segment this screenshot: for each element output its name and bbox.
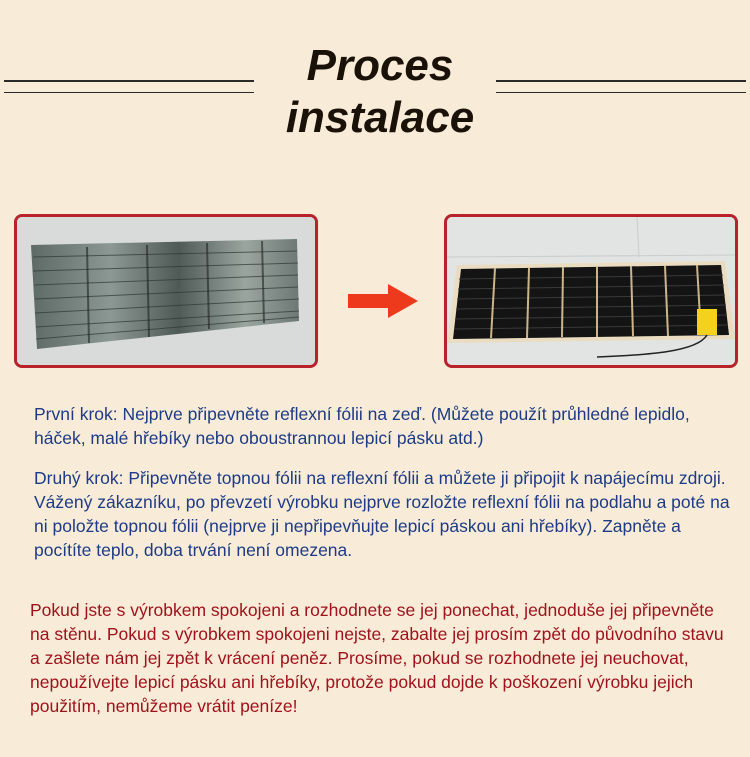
right-rule-bottom: [496, 92, 746, 93]
heating-film-image: [447, 217, 735, 365]
step-2-text: Druhý krok: Připevněte topnou fólii na reflexní fólii a můžete ji připojit k napájecímu zdroji. Vážený zákazníku, po převzetí výrobku nejprve rozložte reflexní fólii na podlahu a poté na ni položte topnou fólii (nejprve ji nepřipevňujte lepicí páskou ani hřebíky). Zapněte a pocítíte teplo, doba trvání není omezena.: [34, 468, 730, 560]
step-1-text: První krok: Nejprve připevněte reflexní fólii na zeď. (Můžete použít průhledné lepidlo, háček, malé hřebíky nebo oboustrannou lepicí pásku atd.): [34, 404, 690, 448]
return-notice-text: Pokud jste s výrobkem spokojeni a rozhodnete se jej ponechat, jednoduše jej připevněte na stěnu. Pokud s výrobkem spokojeni nejste, zabalte jej prosím zpět do původního stavu a zašlete nám jej zpět k vrácení peněz. Prosíme, pokud se rozhodnete jej neuchovat, nepoužívejte lepicí pásku ani hřebíky, protože pokud dojde k poškození výrobku jejich použitím, nemůžeme vrátit peníze!: [30, 600, 724, 716]
title-section: [0, 30, 750, 150]
left-rule-bottom: [4, 92, 254, 93]
reflective-foil-photo: [14, 214, 318, 368]
right-rule-top: [496, 80, 746, 82]
arrow-right-icon: [348, 282, 418, 320]
title-line-2: instalace: [285, 93, 475, 142]
title-line-1: Proces: [306, 41, 454, 90]
page-title: [230, 40, 530, 144]
heating-film-photo: [444, 214, 738, 368]
reflective-foil-image: [17, 217, 315, 365]
left-rule-top: [4, 80, 254, 82]
